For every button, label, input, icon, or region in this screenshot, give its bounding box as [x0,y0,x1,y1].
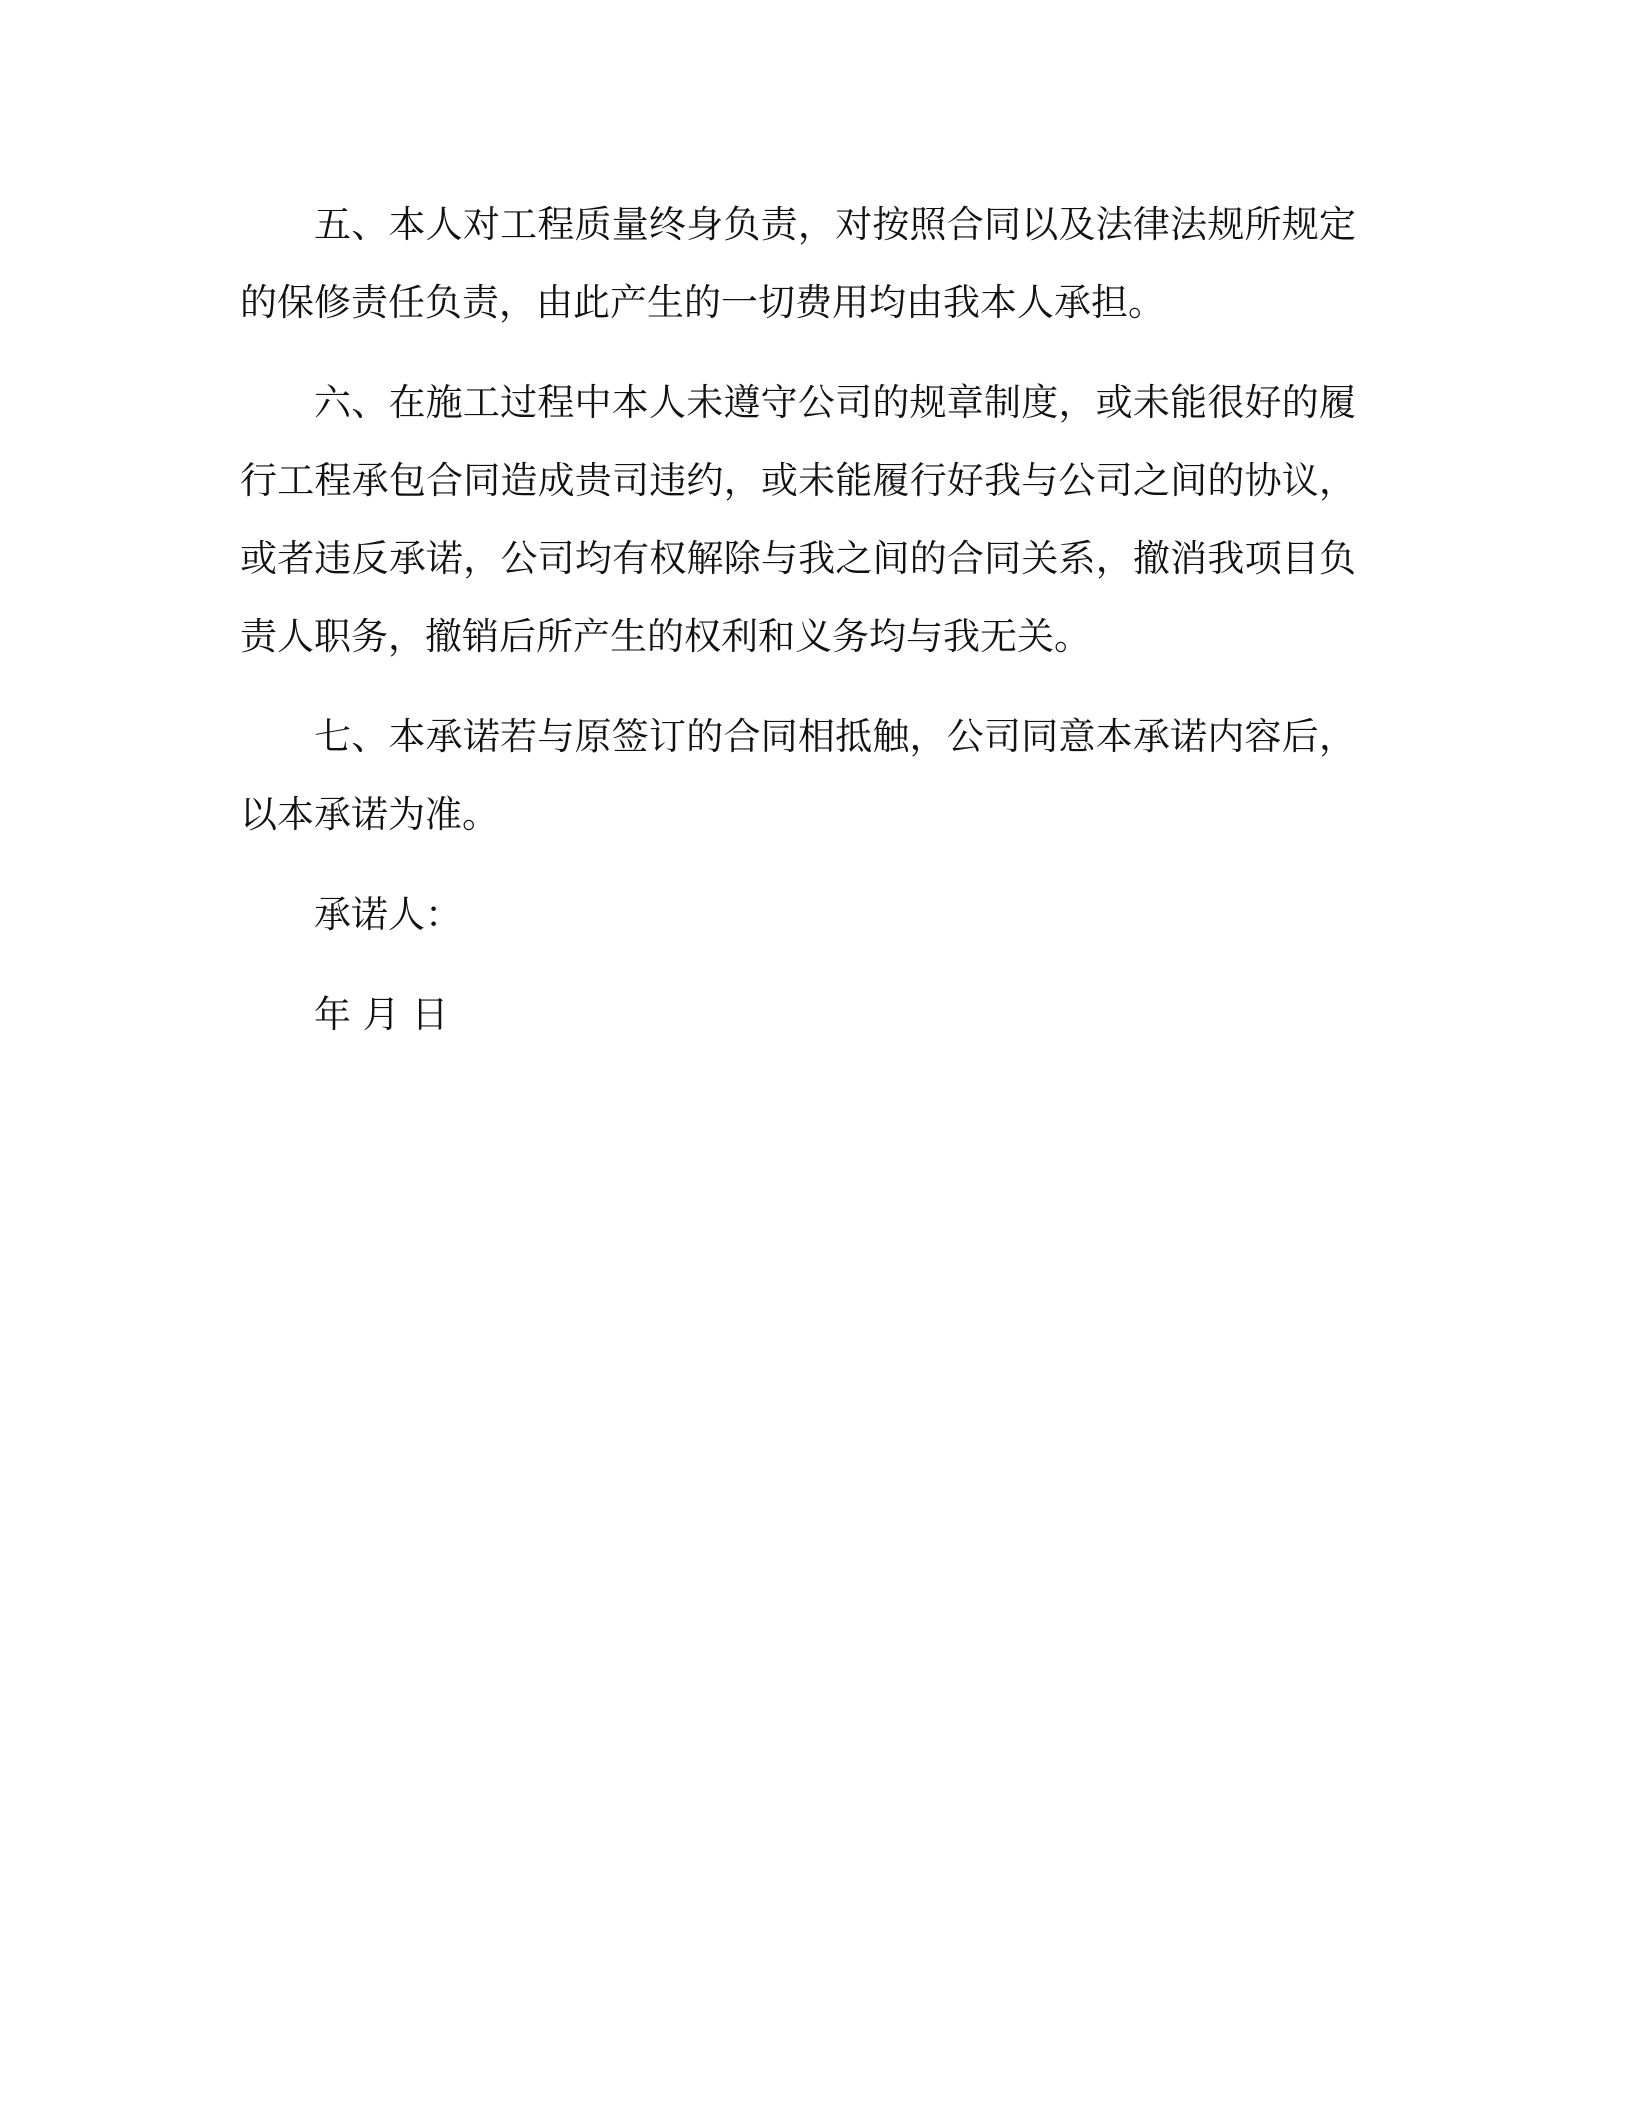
clause-five: 五、本人对工程质量终身负责，对按照合同以及法律法规所规定的保修责任负责，由此产生的一切费用均由我本人承担。 [240,203,1356,324]
date-label: 年 月 日 [314,993,449,1036]
signer-label: 承诺人： [314,893,462,936]
document-body [240,186,1356,1076]
clause-seven: 七、本承诺若与原签订的合同相抵触，公司同意本承诺内容后，以本承诺为准。 [240,715,1356,836]
clause-six: 六、在施工过程中本人未遵守公司的规章制度，或未能很好的履行工程承包合同造成贵司违约，或未能履行好我与公司之间的协议，或者违反承诺，公司均有权解除与我之间的合同关系，撤消我项目负责人职务，撤销后所产生的权利和义务均与我无关。 [240,381,1356,658]
